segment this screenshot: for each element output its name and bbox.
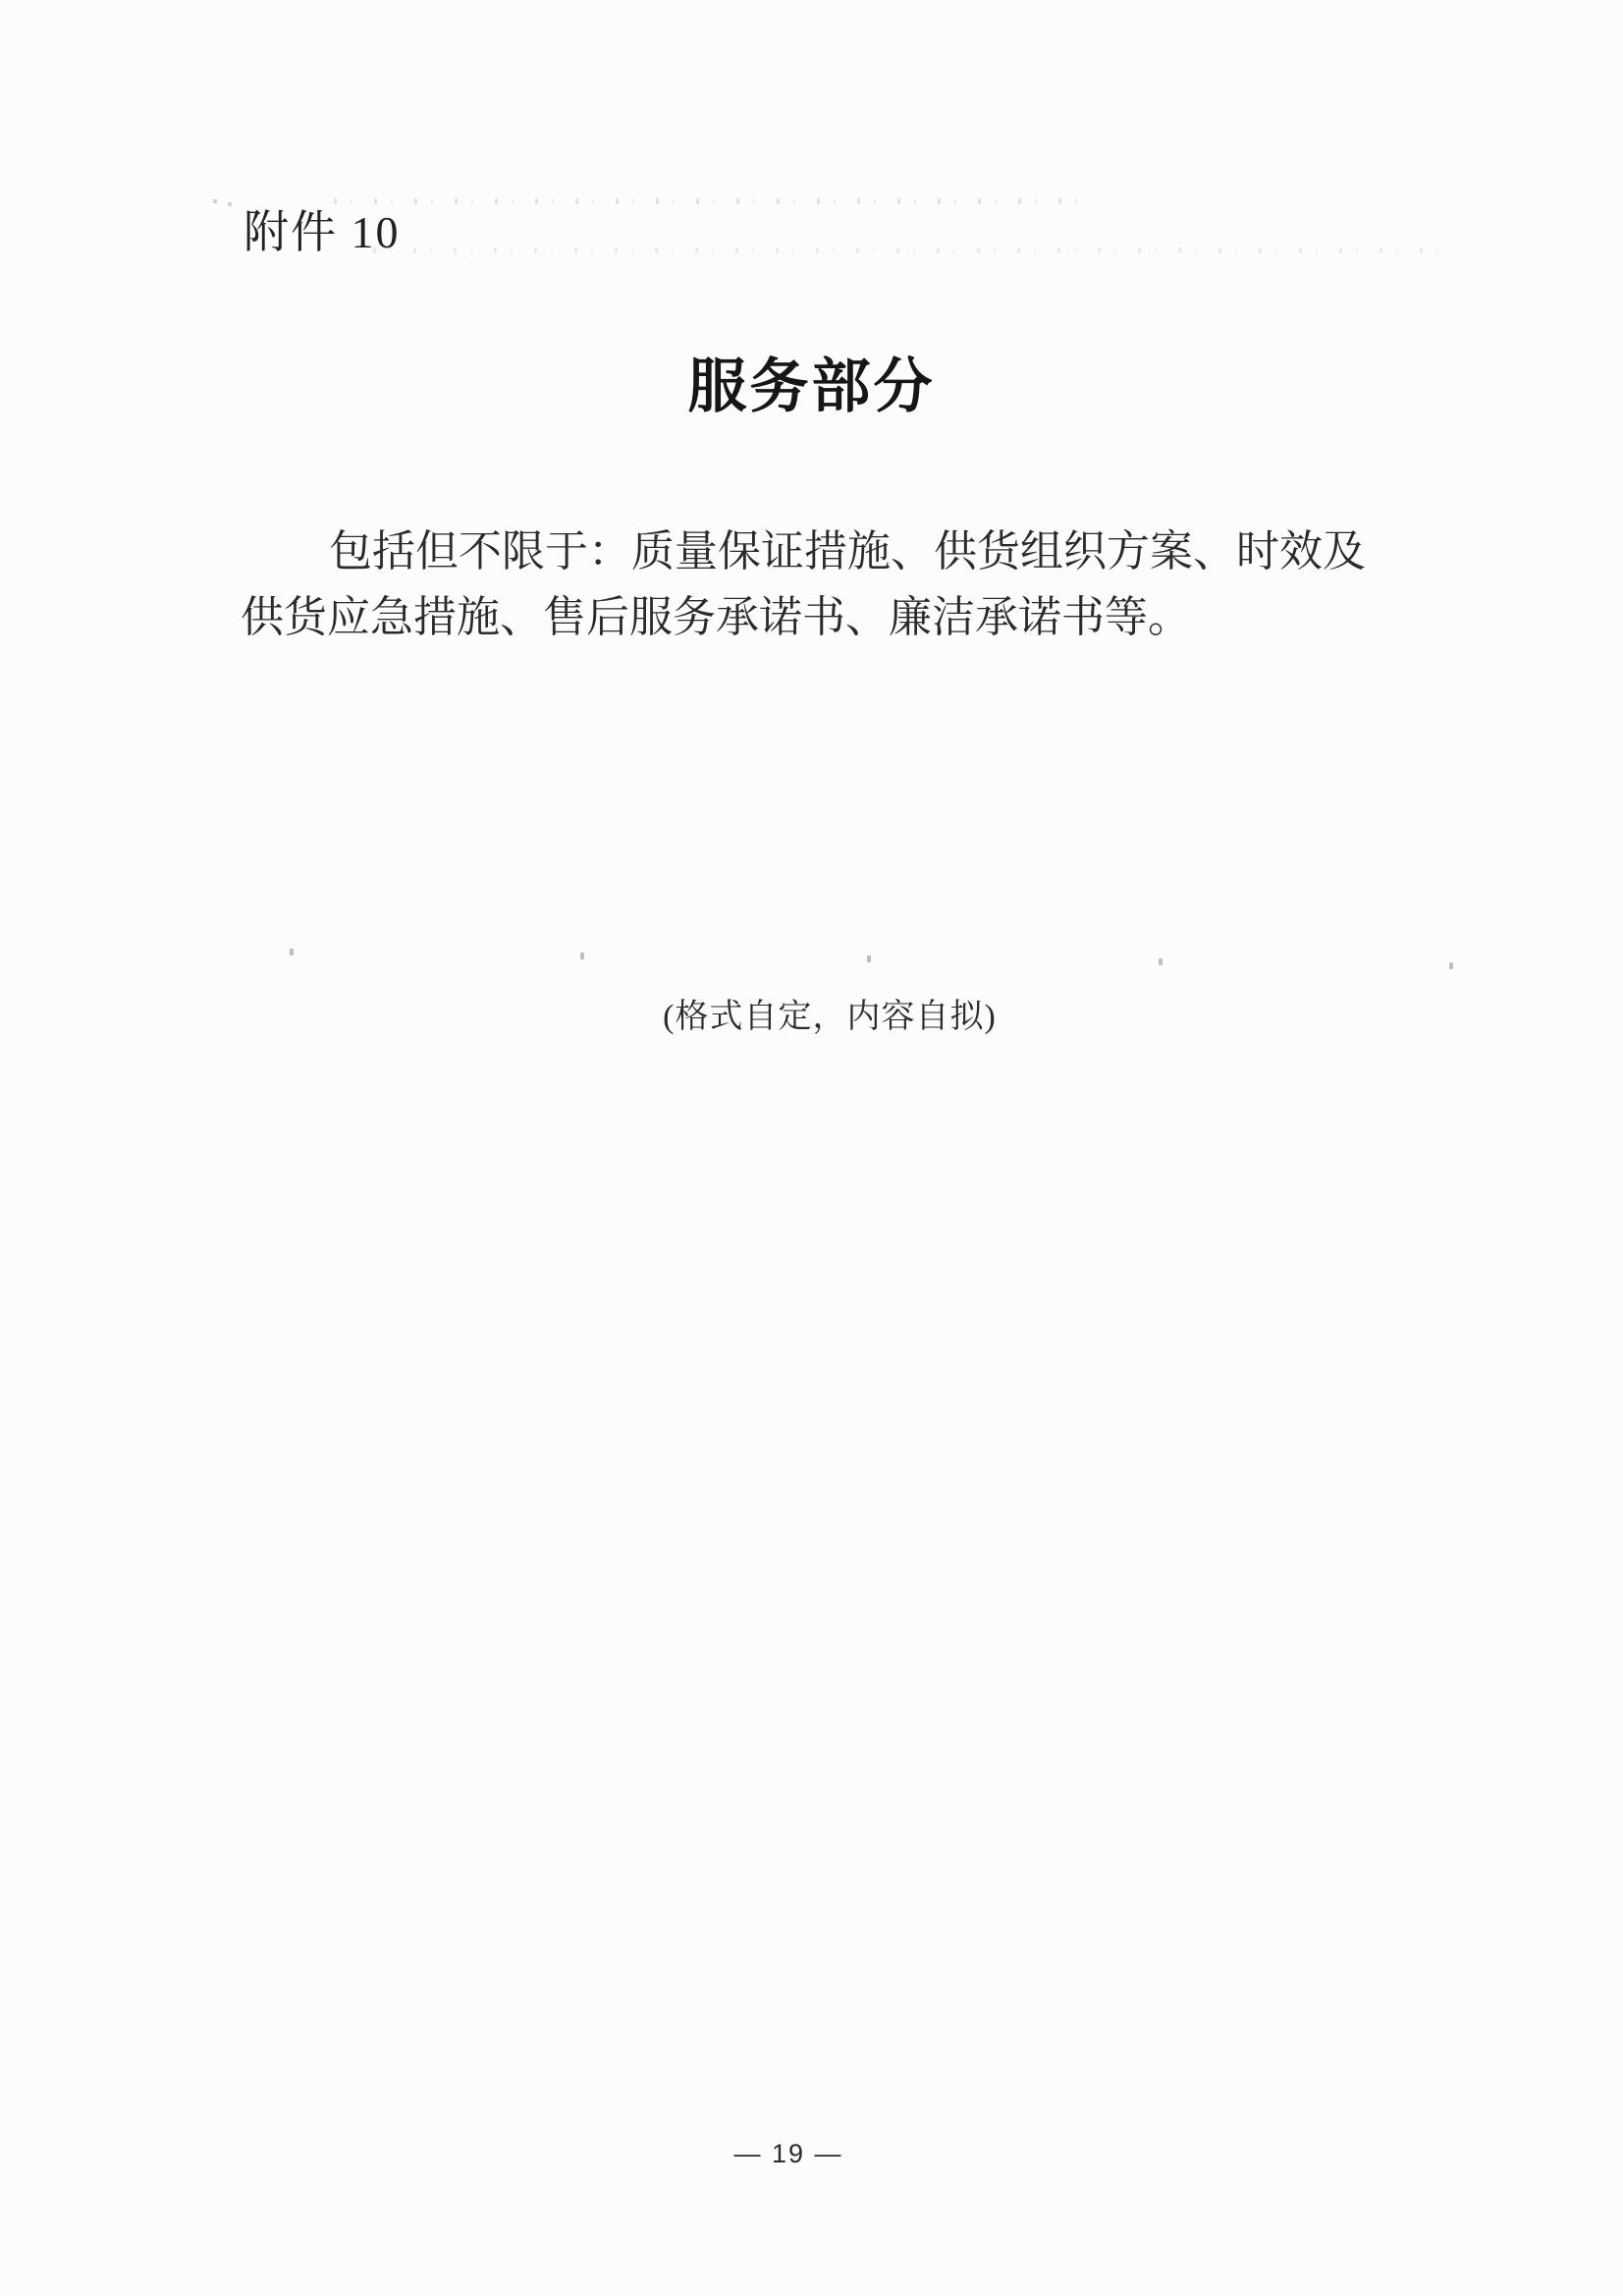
document-title: 服务部分	[687, 355, 936, 419]
scan-speck	[290, 949, 294, 956]
scan-speck	[867, 956, 871, 962]
attachment-label: 附件 10	[243, 207, 401, 257]
scan-speck	[1159, 958, 1163, 965]
scan-noise-streak	[373, 247, 1453, 253]
scan-speck	[228, 202, 232, 206]
page-number: — 19 —	[733, 2139, 843, 2168]
scan-speck	[1449, 962, 1453, 969]
scan-speck	[213, 199, 217, 203]
scan-speck	[580, 953, 584, 959]
body-paragraph	[241, 519, 1409, 650]
format-note: (格式自定，内容自拟)	[663, 999, 997, 1035]
scan-noise-streak	[334, 198, 1080, 204]
body-line-1: 包括但不限于：质量保证措施、供货组织方案、时效及	[329, 527, 1366, 575]
body-line-2: 供货应急措施、售后服务承诺书、廉洁承诺书等。	[241, 593, 1191, 641]
